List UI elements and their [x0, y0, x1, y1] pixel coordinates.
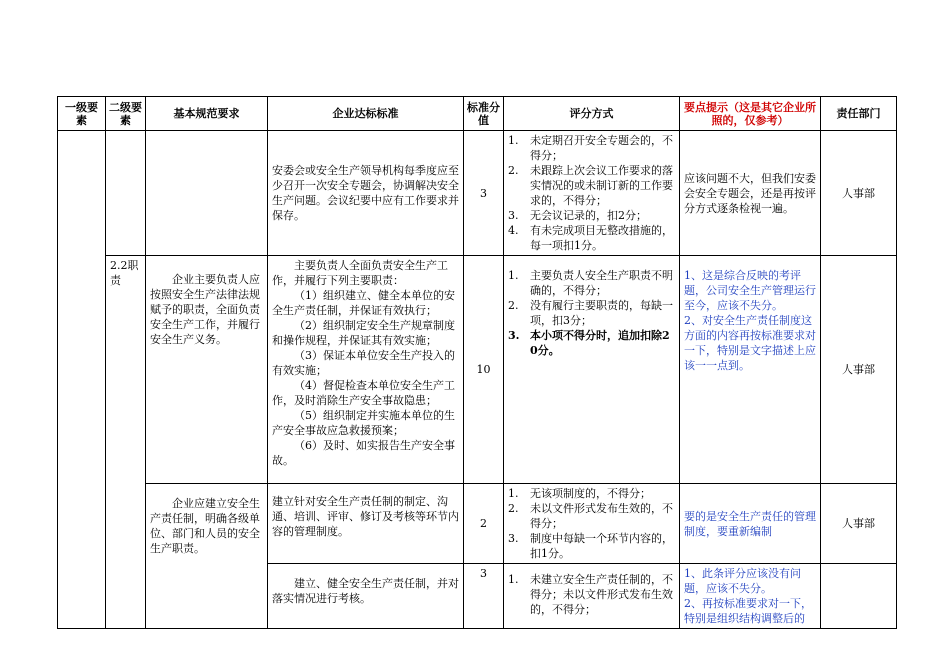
header-method: 评分方式 — [504, 97, 680, 131]
standard-item: （5）组织制定并实施本单位的生产安全事故应急救援预案； — [272, 409, 455, 437]
score-cell: 3 — [464, 564, 504, 629]
method-cell — [504, 256, 680, 484]
dept-cell: 人事部 — [821, 131, 897, 256]
table-row — [58, 484, 897, 564]
method-item: 3. 本小项不得分时，追加扣除20分。 — [508, 329, 670, 357]
score-cell: 10 — [464, 256, 504, 484]
method-cell — [504, 484, 680, 564]
tip-item: 2、对安全生产责任制度这方面的内容再按标准要求对一下，特别是文字描述上应该一一点到。 — [684, 314, 816, 372]
standard-item: （3）保证本单位安全生产投入的有效实施； — [272, 349, 455, 377]
method-item: 4. 有未完成项目无整改措施的，每一项扣1分。 — [508, 224, 673, 252]
header-basic: 基本规范要求 — [146, 97, 268, 131]
header-level2: 二级要素 — [106, 97, 146, 131]
method-cell — [504, 131, 680, 256]
standard-cell — [268, 256, 464, 484]
method-item: 2. 未跟踪上次会议工作要求的落实情况的或未制订新的工作要求的，不得分； — [508, 164, 673, 207]
table-row — [58, 256, 897, 484]
standard-item: （6）及时、如实报告生产安全事故。 — [272, 439, 455, 467]
header-tips: 要点提示（这是其它企业所照的，仅参考） — [680, 97, 821, 131]
standard-cell: 建立、健全安全生产责任制，并对落实情况进行考核。 — [268, 564, 464, 629]
standard-cell: 安委会或安全生产领导机构每季度应至少召开一次安全专题会，协调解决安全生产问题。会议纪要中应有工作要求并保存。 — [268, 131, 464, 256]
standard-intro: 主要负责人全面负责安全生产工作，并履行下列主要职责： — [272, 259, 448, 287]
header-score: 标准分值 — [464, 97, 504, 131]
method-item: 3. 制度中每缺一个环节内容的，扣1分。 — [508, 532, 673, 560]
dept-cell: 人事部 — [821, 484, 897, 564]
tip-item: 1、此条评分应该没有问题，应该不失分。 — [684, 567, 801, 595]
method-item: 3. 无会议记录的，扣2分； — [508, 209, 647, 222]
method-item: 1. 未建立安全生产责任制的，不得分；未以文件形式发布生效的，不得分； — [508, 573, 673, 616]
standard-item: （2）组织制定安全生产规章制度和操作规程，并保证其有效实施； — [272, 319, 455, 347]
level2-cell: 2.2职责 — [106, 256, 146, 629]
method-item: 2. 未以文件形式发布生效的，不得分； — [508, 502, 673, 530]
score-cell: 2 — [464, 484, 504, 564]
dept-cell — [821, 564, 897, 629]
standard-item: （4）督促检查本单位安全生产工作，及时消除生产安全事故隐患； — [272, 379, 455, 407]
method-item: 1. 无该项制度的，不得分； — [508, 487, 651, 500]
method-item: 2. 没有履行主要职责的，每缺一项，扣3分； — [508, 299, 673, 327]
tip-item: 2、再按标准要求对一下，特别是组织结构调整后的 — [684, 597, 812, 625]
standard-item: （1）组织建立、健全本单位的安全生产责任制，并保证有效执行； — [272, 289, 455, 317]
header-row — [58, 97, 897, 131]
basic-cell: 企业应建立安全生产责任制，明确各级单位、部门和人员的安全生产职责。 — [146, 484, 268, 629]
basic-cell — [146, 131, 268, 256]
header-dept: 责任部门 — [821, 97, 897, 131]
header-standard: 企业达标标准 — [268, 97, 464, 131]
tip-item: 1、这是综合反映的考评题，公司安全生产管理运行至今，应该不失分。 — [684, 269, 816, 312]
method-item: 1. 主要负责人安全生产职责不明确的，不得分； — [508, 269, 673, 297]
level2-cell — [106, 131, 146, 256]
standard-cell: 建立针对安全生产责任制的制定、沟通、培训、评审、修订及考核等环节内容的管理制度。 — [268, 484, 464, 564]
method-item: 1. 未定期召开安全专题会的，不得分； — [508, 134, 673, 162]
tips-cell — [680, 564, 821, 629]
header-level1: 一级要素 — [58, 97, 106, 131]
tips-cell — [680, 256, 821, 484]
score-cell: 3 — [464, 131, 504, 256]
tips-cell: 应该问题不大，但我们安委会安全专题会，还是再按评分方式逐条检视一遍。 — [680, 131, 821, 256]
basic-cell: 企业主要负责人应按照安全生产法律法规赋予的职责，全面负责安全生产工作，并履行安全生产义务。 — [146, 256, 268, 484]
table-row — [58, 131, 897, 256]
dept-cell: 人事部 — [821, 256, 897, 484]
method-cell — [504, 564, 680, 629]
tips-cell: 要的是安全生产责任的管理制度，要重新编制 — [680, 484, 821, 564]
level1-cell — [58, 131, 106, 629]
standards-table — [57, 96, 897, 629]
